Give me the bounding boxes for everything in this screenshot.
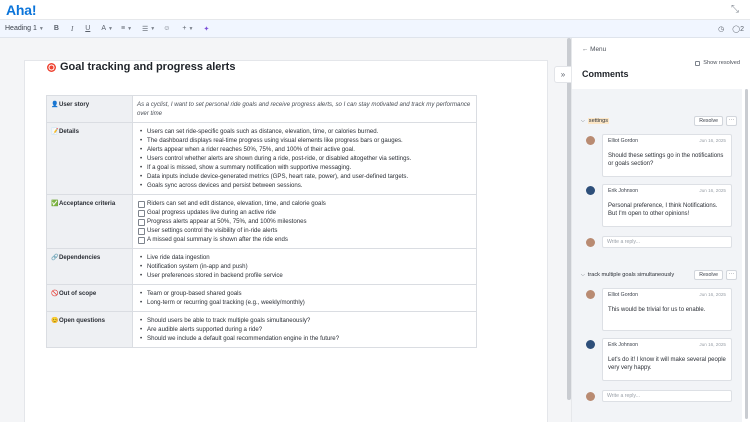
list-item: • Users can set ride-specific goals such as distance, elevation, time, or calories burned. [137,127,472,136]
list-item: • Notification system (in-app and push) [137,262,472,271]
double-chevron-right-icon: » [560,70,566,79]
table-row [47,96,477,123]
text-color-button[interactable] [101,20,113,38]
list-item: • Long-term or recurring goal tracking (e.g., weekly/monthly) [137,298,472,307]
reply-input[interactable]: Write a reply... [602,390,732,402]
row-label [47,312,133,348]
more-options-button[interactable]: ··· [726,116,737,126]
list-item: • Should we include a default goal recommendation engine in the future? [137,334,472,343]
list-item: • Alerts appear when a rider reaches 50%, 75%, and 100% of their active goal. [137,145,472,154]
chevron-down-icon: ▼ [108,25,113,32]
comments-title: Comments [582,69,629,79]
smile-icon: 😊 [51,318,59,324]
comment [581,134,737,176]
row-label [47,285,133,312]
out-of-scope-list [137,289,472,307]
text-color-icon: A [101,25,107,32]
comment-bubble [602,184,732,227]
table-row [47,123,477,195]
heading-select-label: Heading 1 [5,25,37,32]
comment [581,184,737,226]
heading-select[interactable] [5,20,44,38]
checklist-item[interactable]: Goal progress updates live during an active ride [137,208,472,217]
row-label-text: Dependencies [59,254,101,261]
row-value[interactable] [133,312,477,348]
thread-reference[interactable]: settings [588,118,609,124]
comment [581,288,737,330]
checklist-item[interactable]: User settings control the visibility of in-ride alerts [137,226,472,235]
list-item: • User preferences stored in backend profile service [137,271,472,280]
list-icon: ☰ [142,25,149,33]
menu-back-link[interactable] [582,46,606,53]
check-mark-icon: ✅ [51,201,59,207]
row-value[interactable] [133,195,477,249]
link-icon: 🔗 [51,255,59,261]
italic-button[interactable]: I [70,24,74,33]
reply-input[interactable]: Write a reply... [602,236,732,248]
list-item: • If a goal is missed, show a summary notification with supportive messaging. [137,163,472,172]
comment-date: Jun 16, 2025 [699,188,726,193]
comment-author[interactable]: Erik Johnson [608,188,638,194]
comment-author[interactable]: Elliot Gordon [608,292,638,298]
row-label [47,249,133,285]
editor-toolbar [0,20,750,38]
table-row [47,312,477,348]
chevron-down-icon: ▼ [150,25,156,32]
insert-button[interactable] [182,20,193,38]
collapse-icon[interactable]: ⤡ [731,4,739,15]
reply-row [581,390,737,404]
checklist-item[interactable]: A missed goal summary is shown after the ride ends [137,235,472,244]
row-label-text: Details [59,128,79,135]
comments-scrollbar[interactable] [745,89,748,419]
page-title[interactable] [47,61,235,73]
comment-bubble [602,134,732,177]
comment-text: This would be trivial for us to enable. [608,307,706,313]
checklist-item[interactable]: Progress alerts appear at 50%, 75%, and 100% milestones [137,217,472,226]
row-label-text: Acceptance criteria [59,200,116,207]
comments-count: 2 [740,26,744,33]
emoji-button[interactable]: ☺ [163,25,171,32]
comment-author[interactable]: Elliot Gordon [608,138,638,144]
open-questions-list [137,316,472,343]
checklist-item[interactable]: Riders can set and edit distance, elevation, time, and calorie goals [137,199,472,208]
history-icon[interactable]: ◷ [718,26,725,33]
list-item: • Goals sync across devices and persist between sessions. [137,181,472,190]
menu-label: Menu [590,46,607,53]
table-row [47,249,477,285]
list-item: • Users control whether alerts are shown during a ride, post-ride, or disabled altogether via settings. [137,154,472,163]
user-icon: 👤 [51,102,59,108]
align-icon: ≡ [120,25,126,32]
comment-bubble-icon: ◯ [732,26,741,33]
avatar [586,290,595,299]
table-row [47,285,477,312]
list-item: • Live ride data ingestion [137,253,472,262]
chevron-down-icon: ▼ [188,25,194,32]
arrow-left-icon: ← [582,46,589,53]
bold-button[interactable]: B [53,25,59,32]
target-icon [47,63,56,72]
chevron-down-icon[interactable]: ⌵ [581,118,585,124]
comment-text: Let's do it! I know it will make several people very very happy. [608,357,726,371]
user-story-text: As a cyclist, I want to set personal ride goals and receive progress alerts, so I can stay motivated and track my performance over time [137,101,471,117]
row-value[interactable] [133,96,477,123]
ai-assist-button[interactable]: ✦ [203,25,210,33]
row-label-text: User story [59,101,90,108]
resolve-button[interactable]: Resolve [694,270,723,280]
row-label-text: Open questions [59,317,106,324]
comment-thread [581,114,737,250]
row-label [47,123,133,195]
thread-header[interactable] [581,114,737,128]
comment-date: Jun 16, 2025 [699,342,726,347]
app-header [0,0,750,20]
list-item: • Team or group-based shared goals [137,289,472,298]
avatar [586,238,595,247]
comment-thread [581,268,737,404]
avatar [586,340,595,349]
dependencies-list [137,253,472,280]
align-button[interactable] [121,20,132,38]
more-options-button[interactable]: ··· [726,270,737,280]
row-value[interactable] [133,249,477,285]
details-list [137,127,472,190]
list-button[interactable] [142,20,155,38]
avatar [586,186,595,195]
show-resolved-toggle[interactable] [695,60,740,66]
row-label [47,195,133,249]
resolve-button[interactable]: Resolve [694,116,723,126]
list-item: • Are audible alerts supported during a ride? [137,325,472,334]
chevron-down-icon: ▼ [38,25,44,32]
memo-icon: 📝 [51,129,59,135]
underline-button[interactable]: U [85,25,91,32]
collapse-panel-button[interactable] [554,66,571,83]
show-resolved-checkbox[interactable] [695,61,700,66]
prohibited-icon: 🚫 [51,291,59,297]
comment-author[interactable]: Erik Johnson [608,342,638,348]
row-value[interactable] [133,123,477,195]
comment [581,338,737,380]
reply-row [581,236,737,250]
table-row [47,195,477,249]
chevron-down-icon[interactable]: ⌵ [581,272,585,278]
comment-bubble [602,338,732,381]
aha-logo[interactable]: Aha! [6,2,37,18]
page-title-text: Goal tracking and progress alerts [60,61,236,73]
comment-text: Personal preference, I think Notifications. But I'm open to other opinions! [608,203,718,217]
avatar [586,392,595,401]
row-label [47,96,133,123]
comment-text: Should these settings go in the notifications or goals section? [608,153,724,167]
avatar [586,136,595,145]
comment-date: Jun 16, 2025 [699,292,726,297]
chevron-down-icon: ▼ [127,25,133,32]
show-resolved-label: Show resolved [703,60,740,66]
comment-date: Jun 16, 2025 [699,138,726,143]
row-label-text: Out of scope [59,290,97,297]
thread-reference[interactable]: track multiple goals simultaneously [587,272,675,278]
comment-bubble [602,288,732,331]
list-item: • Should users be able to track multiple goals simultaneously? [137,316,472,325]
acceptance-checklist [137,199,472,244]
user-story-table [46,95,477,348]
list-item: • The dashboard displays real-time progress using visual elements like progress bars or gauges. [137,136,472,145]
thread-header[interactable] [581,268,737,282]
comments-count-button[interactable] [732,25,744,33]
plus-icon: + [182,25,187,32]
list-item: • Data inputs include device-generated metrics (GPS, heart rate, power), and user-defined targets. [137,172,472,181]
row-value[interactable] [133,285,477,312]
